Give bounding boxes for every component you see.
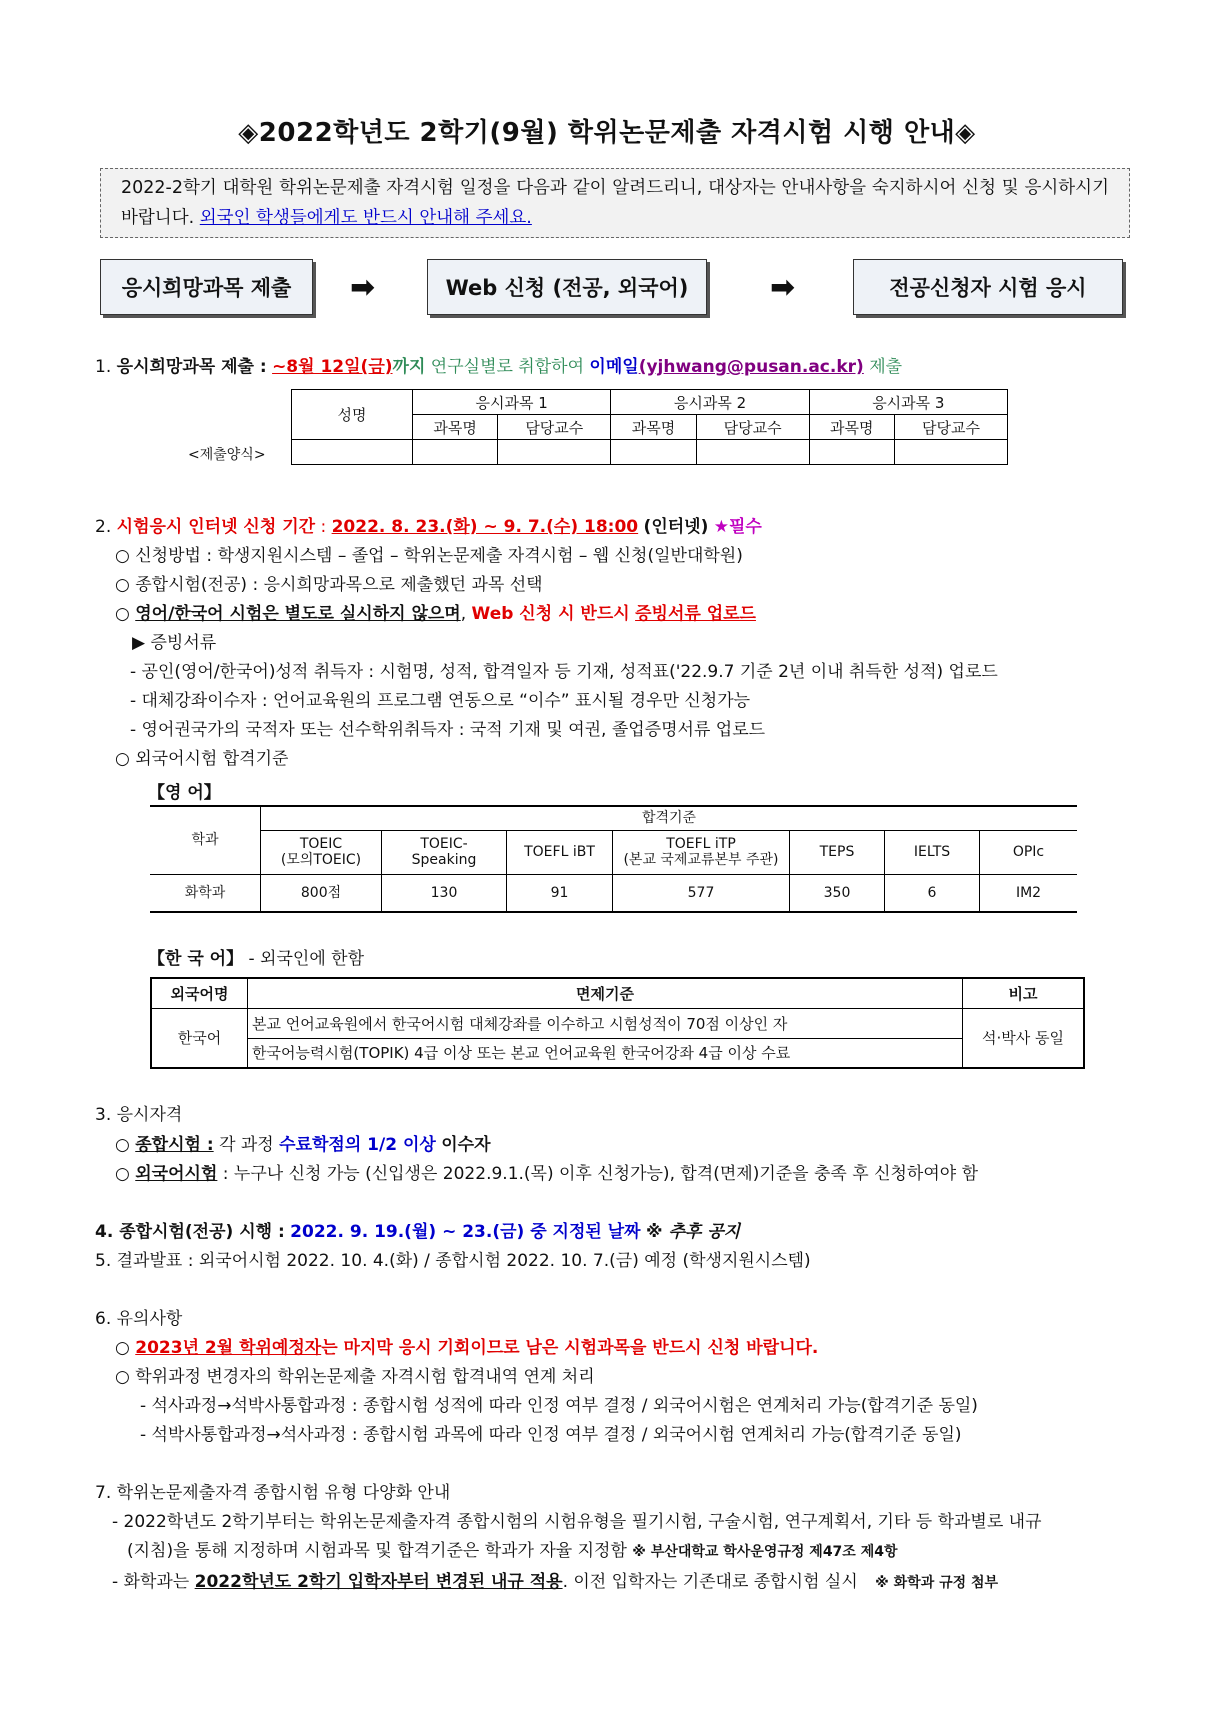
test-toeic: TOEIC (모의TOEIC) xyxy=(261,830,382,874)
apply-method: ○ 신청방법 : 학생지원시스템 – 졸업 – 학위논문제출 자격시험 – 웹 신청(일반대학원) xyxy=(115,546,743,566)
comp-desc: 각 과정 xyxy=(219,1135,274,1155)
form-label: <제출양식> xyxy=(188,447,266,463)
score-cell: 350 xyxy=(790,874,885,912)
deadline-until: 까지 xyxy=(392,357,426,377)
submission-form-table xyxy=(291,389,1008,465)
subheader-course: 과목명 xyxy=(611,415,696,440)
flow-step-3: 전공신청자 시험 응시 xyxy=(853,259,1123,315)
subheader-professor: 담당교수 xyxy=(498,415,611,440)
dept-name: 화학과 xyxy=(150,874,261,912)
header-language: 외국어명 xyxy=(151,978,248,1008)
header-name: 성명 xyxy=(292,390,413,440)
submit-desc: 연구실별로 취합하여 xyxy=(430,357,584,377)
english-criteria-table xyxy=(150,805,1077,913)
chem-dept-note: ※ 화학과 규정 첨부 xyxy=(875,1575,999,1591)
regulation-note: ※ 부산대학교 학사운영규정 제47조 제4항 xyxy=(632,1544,898,1560)
test-opic: OPIc xyxy=(980,830,1078,874)
proof-title: ▶ 증빙서류 xyxy=(132,633,217,653)
korean-heading xyxy=(148,944,364,969)
score-cell: 130 xyxy=(382,874,507,912)
header-remarks: 비고 xyxy=(963,978,1085,1008)
no-separate-exam: 영어/한국어 시험은 별도로 실시하지 않으며 xyxy=(135,604,461,624)
empty-cell xyxy=(498,440,611,465)
english-label: 【영 어】 xyxy=(148,783,221,803)
warn-text: 는 마지막 응시 기회이므로 남은 시험과목을 반드시 신청 바랍니다. xyxy=(321,1338,819,1358)
score-cell: 800점 xyxy=(261,874,382,912)
flow-step-1: 응시희망과목 제출 xyxy=(100,259,313,315)
score-cell: 577 xyxy=(613,874,790,912)
lang-label: 외국어시험 xyxy=(135,1164,218,1184)
section-3-title: 3. 응시자격 xyxy=(95,1105,183,1125)
header-subject-3: 응시과목 3 xyxy=(809,390,1007,415)
header-dept: 학과 xyxy=(150,806,261,874)
chem-dept-suffix: . 이전 입학자는 기존대로 종합시험 실시 xyxy=(562,1572,858,1592)
subheader-professor: 담당교수 xyxy=(696,415,809,440)
section-number: 1. xyxy=(95,357,112,377)
chem-dept-line xyxy=(112,1567,998,1592)
header-exemption: 면제기준 xyxy=(248,978,963,1008)
exam-type-line2 xyxy=(127,1536,898,1561)
arrow-right-icon: ➡ xyxy=(350,270,376,305)
deadline-date: ~8월 12일(금) xyxy=(272,357,393,377)
section-number: 2. xyxy=(95,517,112,537)
proof-item: - 대체강좌이수자 : 언어교육원의 프로그램 연동으로 “이수” 표시될 경우만 신청가능 xyxy=(130,691,751,711)
proof-item: - 영어권국가의 국적자 또는 선수학위취득자 : 국적 기재 및 여권, 졸업증명서류 업로드 xyxy=(130,720,766,740)
last-chance-warning xyxy=(115,1333,818,1358)
empty-cell xyxy=(611,440,696,465)
comp-exam-select: ○ 종합시험(전공) : 응시희망과목으로 제출했던 과목 선택 xyxy=(115,575,543,595)
empty-cell xyxy=(894,440,1007,465)
section-7-title: 7. 학위논문제출자격 종합시험 유형 다양화 안내 xyxy=(95,1483,451,1503)
exam-type-text: (지침)을 통해 지정하며 시험과목 및 합격기준은 학과가 자율 지정함 xyxy=(127,1541,627,1561)
lang-desc: : 누구나 신청 가능 (신입생은 2022.9.1.(목) 이후 신청가능), 합격(면제)기준을 충족 후 신청하여야 함 xyxy=(222,1164,979,1184)
email-address[interactable]: (yjhwang@pusan.ac.kr) xyxy=(638,357,864,377)
test-ielts: IELTS xyxy=(885,830,980,874)
subheader-professor: 담당교수 xyxy=(894,415,1007,440)
korean-note: - 외국인에 한함 xyxy=(248,949,364,969)
empty-cell xyxy=(292,440,413,465)
program-change-item: - 석박사통합과정→석사과정 : 종합시험 과목에 따라 인정 여부 결정 / 외국어시험 연계처리 가능(합격기준 동일) xyxy=(140,1425,962,1445)
required-badge: ★필수 xyxy=(713,517,762,537)
flow-step-2: Web 신청 (전공, 외국어) xyxy=(427,259,707,315)
program-change-item: - 석사과정→석박사통합과정 : 종합시험 성적에 따라 인정 여부 결정 / 외국어시험은 연계처리 가능(합격기준 동일) xyxy=(140,1396,978,1416)
score-cell: 6 xyxy=(885,874,980,912)
comp-end: 이수자 xyxy=(441,1135,491,1155)
section-1-heading xyxy=(95,352,902,377)
section-6-title: 6. 유의사항 xyxy=(95,1309,183,1329)
chem-dept-rule: 2022학년도 2학기 입학자부터 변경된 내규 적용 xyxy=(194,1572,563,1592)
subheader-course: 과목명 xyxy=(413,415,498,440)
upload-docs: 증빙서류 업로드 xyxy=(635,604,756,624)
comp-label: 종합시험 : xyxy=(135,1135,214,1155)
circle-icon: ○ xyxy=(115,1164,130,1184)
score-cell: IM2 xyxy=(980,874,1078,912)
program-change: ○ 학위과정 변경자의 학위논문제출 자격시험 합격내역 연계 처리 xyxy=(115,1367,595,1387)
exemption-criterion: 본교 언어교육원에서 한국어시험 대체강좌를 이수하고 시험성적이 70점 이상인 자 xyxy=(248,1008,963,1038)
criteria-title: ○ 외국어시험 합격기준 xyxy=(115,749,289,769)
comp-exam-qualification xyxy=(115,1130,491,1155)
subheader-course: 과목명 xyxy=(809,415,894,440)
exam-note: ※ 추후 공지 xyxy=(646,1222,741,1242)
empty-cell xyxy=(696,440,809,465)
exam-type-line1: - 2022학년도 2학기부터는 학위논문제출자격 종합시험의 시험유형을 필기시험, 구술시험, 연구계획서, 기타 등 학과별로 내규 xyxy=(112,1512,1042,1532)
circle-icon: ○ xyxy=(115,1135,130,1155)
empty-cell xyxy=(413,440,498,465)
warn-target: 2023년 2월 학위예정자 xyxy=(135,1338,322,1358)
proof-item: - 공인(영어/한국어)성적 취득자 : 시험명, 성적, 합격일자 등 기재, 성적표('22.9.7 기준 2년 이내 취득한 성적) 업로드 xyxy=(130,662,998,682)
section-4 xyxy=(95,1217,740,1242)
remarks-cell: 석·박사 동일 xyxy=(963,1008,1085,1068)
test-toeic-speaking: TOEIC- Speaking xyxy=(382,830,507,874)
application-period: 2022. 8. 23.(화) ~ 9. 7.(수) 18:00 xyxy=(331,517,639,537)
web-must: Web 신청 시 반드시 xyxy=(471,604,630,624)
header-subject-1: 응시과목 1 xyxy=(413,390,611,415)
chem-dept-prefix: - 화학과는 xyxy=(112,1572,190,1592)
comp-credit: 수료학점의 1/2 이상 xyxy=(279,1135,436,1155)
circle-icon: ○ xyxy=(115,604,130,624)
header-subject-2: 응시과목 2 xyxy=(611,390,809,415)
circle-icon: ○ xyxy=(115,1338,130,1358)
lang-exam-qualification xyxy=(115,1159,978,1184)
section-label: 4. 종합시험(전공) 시행 : xyxy=(95,1222,285,1242)
intro-box xyxy=(100,168,1130,238)
exemption-criterion: 한국어능력시험(TOPIK) 4급 이상 또는 본교 언어교육원 한국어강좌 4급 이상 수료 xyxy=(248,1038,963,1068)
korean-criteria-table xyxy=(150,977,1085,1069)
section-label: 응시희망과목 제출 : xyxy=(116,357,267,377)
intro-highlight: 외국인 학생들에게도 반드시 안내해 주세요. xyxy=(199,208,532,228)
email-label: 이메일 xyxy=(589,357,639,377)
submit-word: 제출 xyxy=(869,357,903,377)
section-2-heading xyxy=(95,512,762,537)
exam-period: 2022. 9. 19.(월) ~ 23.(금) 중 지정된 날짜 xyxy=(290,1222,641,1242)
score-cell: 91 xyxy=(507,874,613,912)
intro-text: 2022-2학기 대학원 학위논문제출 자격시험 일정을 다음과 같이 알려드리니, 대상자는 안내사항을 숙지하시어 신청 및 응시하시기 바랍니다. xyxy=(121,178,1109,228)
arrow-right-icon: ➡ xyxy=(770,270,796,305)
page-title: ◈2022학년도 2학기(9월) 학위논문제출 자격시험 시행 안내◈ xyxy=(238,118,976,148)
internet-label: (인터넷) xyxy=(643,517,709,537)
upload-notice: ○ 영어/한국어 시험은 별도로 실시하지 않으며, Web 신청 시 반드시 증빙서류 업로드 xyxy=(115,604,756,624)
empty-cell xyxy=(809,440,894,465)
header-pass: 합격기준 xyxy=(261,806,1078,830)
korean-label: 【한 국 어】 xyxy=(148,949,244,969)
section-label: 시험응시 인터넷 신청 기간 xyxy=(116,517,316,537)
test-toefl-ibt: TOEFL iBT xyxy=(507,830,613,874)
language-name: 한국어 xyxy=(151,1008,248,1068)
section-5: 5. 결과발표 : 외국어시험 2022. 10. 4.(화) / 종합시험 2022. 10. 7.(금) 예정 (학생지원시스템) xyxy=(95,1251,811,1271)
test-toefl-itp: TOEFL iTP (본교 국제교류본부 주관) xyxy=(613,830,790,874)
test-teps: TEPS xyxy=(790,830,885,874)
colon: : xyxy=(320,517,327,537)
